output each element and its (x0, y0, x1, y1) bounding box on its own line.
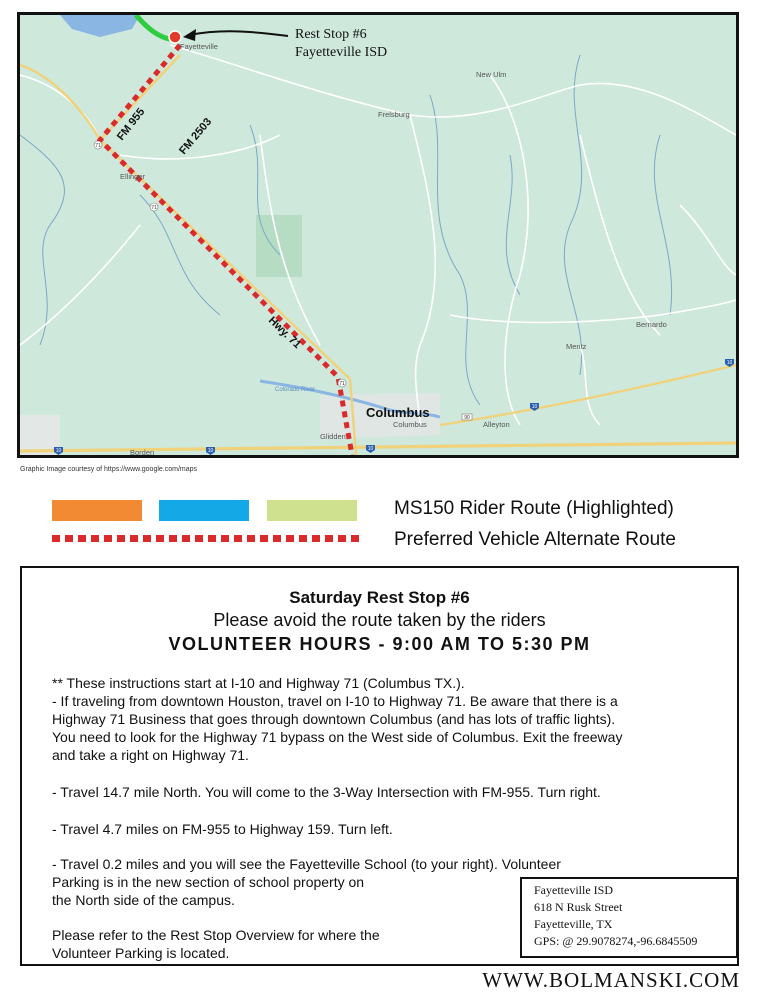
label-glidden: Glidden (320, 432, 346, 441)
instructions-intro (52, 674, 622, 764)
label-alleyton: Alleyton (483, 420, 510, 429)
label-borden: Borden (130, 448, 155, 455)
address-city: Fayetteville, TX (534, 917, 613, 931)
address-name: Fayetteville ISD (534, 883, 613, 897)
shield-71-a: 71 (95, 143, 101, 149)
callout-line1: Rest Stop #6 (295, 27, 367, 42)
label-ellinger: Ellinger (120, 172, 146, 181)
address-gps: GPS: @ 29.9078274,-96.6845509 (534, 934, 698, 948)
note-line: Volunteer Parking is located. (52, 945, 230, 961)
route-map (17, 12, 739, 458)
address-box (520, 877, 738, 958)
map-canvas (20, 15, 736, 455)
label-columbus: Columbus (366, 405, 430, 420)
label-bernardo: Bernardo (636, 320, 667, 329)
intro-line: ** These instructions start at I-10 and Highway 71 (Columbus TX.). (52, 675, 465, 691)
label-frelsburg: Frelsburg (378, 110, 410, 119)
instruction-step-3 (52, 855, 561, 909)
instruction-step-1: - Travel 14.7 mile North. You will come to the 3-Way Intersection with FM-955. Turn right. (52, 784, 601, 800)
step-3-line: - Travel 0.2 miles and you will see the Fayetteville School (to your right). Volunteer (52, 856, 561, 872)
intro-line: and take a right on Highway 71. (52, 747, 249, 763)
shield-10-e: 10 (55, 448, 62, 454)
note-line: Please refer to the Rest Stop Overview for where the (52, 927, 380, 943)
legend-vehicle-route: Preferred Vehicle Alternate Route (394, 529, 677, 550)
shield-71-b: 71 (151, 205, 157, 211)
intro-line: You need to look for the Highway 71 bypass on the West side of Columbus. Exit the freeway (52, 729, 623, 745)
shield-10-b: 10 (726, 360, 733, 366)
label-colorado-river: Colorado River (275, 387, 316, 393)
shield-90: 90 (464, 415, 470, 421)
shield-10-d: 10 (207, 448, 214, 454)
legend-swatch-green (267, 500, 357, 521)
label-new-ulm: New Ulm (476, 70, 507, 79)
label-fayetteville: Fayetteville (180, 42, 218, 51)
intro-line: - If traveling from downtown Houston, travel on I-10 to Highway 71. Be aware that there is a (52, 693, 618, 709)
legend-swatch-blue (159, 500, 249, 521)
label-fm955: FM 955 (114, 106, 148, 143)
step-3-line: Parking is in the new section of school property on (52, 874, 365, 890)
info-title: Saturday Rest Stop #6 (289, 588, 470, 607)
legend-dashed-line (52, 535, 362, 542)
shield-10-a: 10 (531, 404, 538, 410)
shield-10-c: 10 (367, 446, 374, 452)
info-subtitle: Please avoid the route taken by the riders (213, 610, 546, 630)
legend-rider-route: MS150 Rider Route (Highlighted) (394, 498, 674, 519)
label-mentz: Mentz (566, 342, 587, 351)
label-hwy71: Hwy. 71 (265, 314, 304, 352)
map-credit: Graphic Image courtesy of https://www.google.com/maps (20, 466, 198, 473)
shield-71-c: 71 (339, 381, 345, 387)
callout-line2: Fayetteville ISD (295, 45, 388, 60)
label-fm2503: FM 2503 (177, 115, 215, 157)
legend-swatch-orange (52, 500, 142, 521)
address-street: 618 N Rusk Street (534, 900, 623, 914)
instruction-step-2: - Travel 4.7 miles on FM-955 to Highway 159. Turn left. (52, 821, 393, 837)
website-footer[interactable]: WWW.BOLMANSKI.COM (482, 968, 740, 992)
label-columbus-small: Columbus (393, 420, 427, 429)
info-hours: VOLUNTEER HOURS - 9:00 AM TO 5:30 PM (168, 634, 591, 654)
intro-line: Highway 71 Business that goes through downtown Columbus (and has lots of traffic lights). (52, 711, 616, 727)
instruction-note (52, 926, 380, 962)
step-3-line: the North side of the campus. (52, 892, 235, 908)
